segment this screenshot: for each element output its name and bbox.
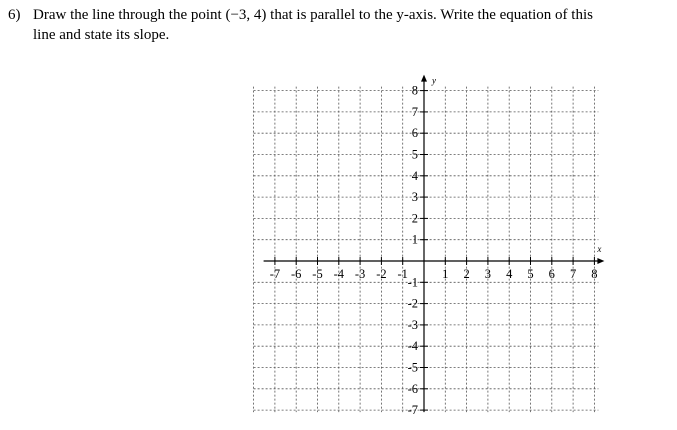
y-tick-label: -3 [407, 317, 418, 332]
x-tick-label: -7 [269, 267, 281, 281]
x-tick-label: 5 [527, 267, 534, 281]
y-tick-label: -5 [407, 360, 418, 375]
x-tick-label: 8 [591, 267, 598, 281]
question-text-line-2: line and state its slope. [33, 27, 170, 43]
y-axis-arrow [421, 75, 427, 82]
x-tick-label: -6 [290, 267, 302, 281]
y-tick-label: -4 [407, 339, 418, 354]
x-tick-label: 7 [569, 267, 577, 281]
x-tick-label: -5 [312, 267, 323, 281]
y-tick-label: 2 [411, 211, 418, 226]
x-tick-label: -3 [354, 267, 366, 281]
question-number: 6) [8, 7, 21, 23]
y-tick-label: -2 [407, 296, 418, 311]
y-tick-label: -6 [407, 381, 418, 396]
y-tick-label: 5 [411, 147, 418, 162]
x-axis-arrow [597, 258, 604, 264]
x-tick-label: -1 [397, 267, 408, 281]
x-axis-label: x [597, 244, 602, 254]
y-tick-label: -1 [407, 275, 418, 290]
y-tick-label: 1 [411, 232, 418, 247]
x-tick-label: -2 [376, 267, 387, 281]
y-tick-label: 8 [411, 83, 418, 98]
y-tick-label: 4 [411, 168, 418, 183]
x-tick-label: 3 [484, 267, 492, 281]
y-axis-label: y [432, 75, 436, 86]
y-tick-label: -7 [407, 403, 418, 418]
x-tick-label: -4 [333, 267, 345, 281]
y-tick-label: 7 [411, 104, 418, 119]
question-text-line-1: Draw the line through the point (−3, 4) that is parallel to the y-axis. Write the equation of this [33, 7, 593, 23]
x-tick-label: 6 [548, 267, 555, 281]
y-tick-label: 6 [411, 126, 418, 141]
x-tick-label: 4 [506, 267, 513, 281]
x-tick-label: 2 [463, 267, 470, 281]
y-tick-label: 3 [411, 190, 418, 205]
x-tick-label: 1 [442, 267, 449, 281]
